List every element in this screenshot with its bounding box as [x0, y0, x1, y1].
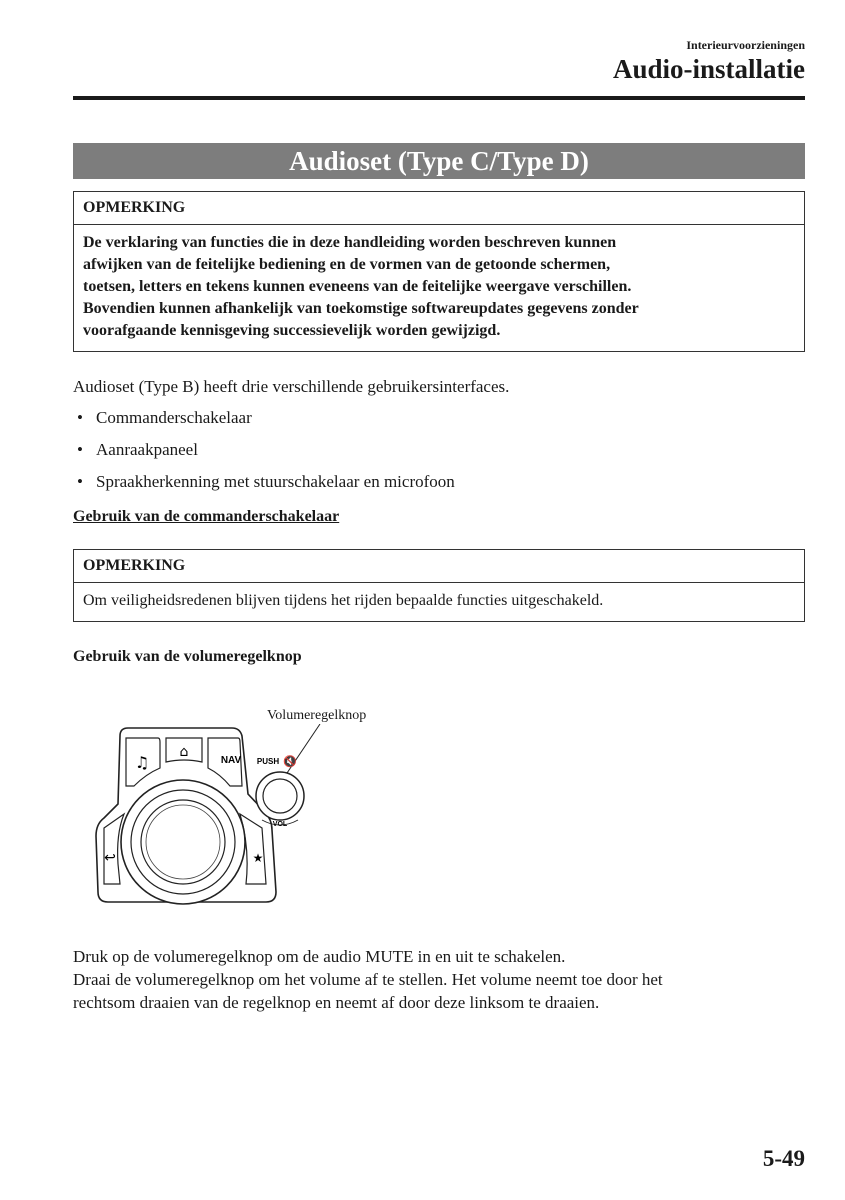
bullet-marker: •	[77, 472, 83, 491]
intro-paragraph: Audioset (Type B) heeft drie verschillende gebruikersinterfaces.	[73, 377, 510, 396]
subheading-commander: Gebruik van de commanderschakelaar	[73, 508, 340, 525]
volume-instructions	[73, 945, 805, 1014]
nav-label: NAV	[220, 755, 242, 766]
commander-switch-illustration	[90, 724, 330, 909]
callout-leader-line	[285, 724, 320, 776]
volume-knob[interactable]	[263, 779, 297, 813]
body-line: Druk op de volumeregelknop om de audio MUTE in en uit te schakelen.	[73, 947, 566, 966]
vol-label: VOL	[272, 821, 288, 828]
header-divider	[73, 96, 805, 100]
page-number: 5-49	[762, 1146, 805, 1171]
push-label: PUSH	[256, 757, 280, 766]
section-breadcrumb: Interieurvoorzieningen	[686, 38, 805, 52]
figure-callout: Volumeregelknop	[267, 708, 367, 723]
section-banner: Audioset (Type C/Type D)	[73, 143, 805, 179]
back-arrow-icon: ↩	[104, 850, 116, 866]
note-line: Bovendien kunnen afhankelijk van toekomstige softwareupdates gegevens zonder	[83, 300, 639, 317]
note-heading: OPMERKING	[74, 550, 804, 583]
commander-knob[interactable]	[141, 800, 225, 884]
list-item	[73, 405, 455, 437]
interface-list	[73, 405, 455, 501]
subheading-volume: Gebruik van de volumeregelknop	[73, 648, 302, 665]
note-body	[74, 225, 804, 351]
note-line: voorafgaande kennisgeving successievelijk worden gewijzigd.	[83, 322, 501, 339]
list-item	[73, 469, 455, 501]
list-item-label: Commanderschakelaar	[96, 408, 252, 427]
music-note-icon: ♫	[134, 753, 150, 772]
home-icon: ⌂	[179, 744, 189, 760]
star-icon: ★	[252, 851, 264, 865]
note-line: afwijken van de feitelijke bediening en de vormen van de getoonde schermen,	[83, 256, 611, 273]
note-box-disclaimer	[73, 191, 805, 352]
mute-speaker-icon: 🔇	[283, 755, 297, 768]
body-line: Draai de volumeregelknop om het volume af te stellen. Het volume neemt toe door het	[73, 970, 663, 989]
note-line: toetsen, letters en tekens kunnen eveneens van de feitelijke weergave verschillen.	[83, 278, 632, 295]
list-item-label: Aanraakpaneel	[96, 440, 198, 459]
note-body: Om veiligheidsredenen blijven tijdens het rijden bepaalde functies uitgeschakeld.	[83, 592, 604, 609]
list-item	[73, 437, 455, 469]
note-heading: OPMERKING	[74, 192, 804, 225]
note-box-safety	[73, 549, 805, 622]
note-line: De verklaring van functies die in deze handleiding worden beschreven kunnen	[83, 234, 617, 251]
bullet-marker: •	[77, 408, 83, 427]
bullet-marker: •	[77, 440, 83, 459]
list-item-label: Spraakherkenning met stuurschakelaar en microfoon	[96, 472, 455, 491]
page-title: Audio-installatie	[612, 54, 805, 84]
body-line: rechtsom draaien van de regelknop en neemt af door deze linksom te draaien.	[73, 993, 600, 1012]
